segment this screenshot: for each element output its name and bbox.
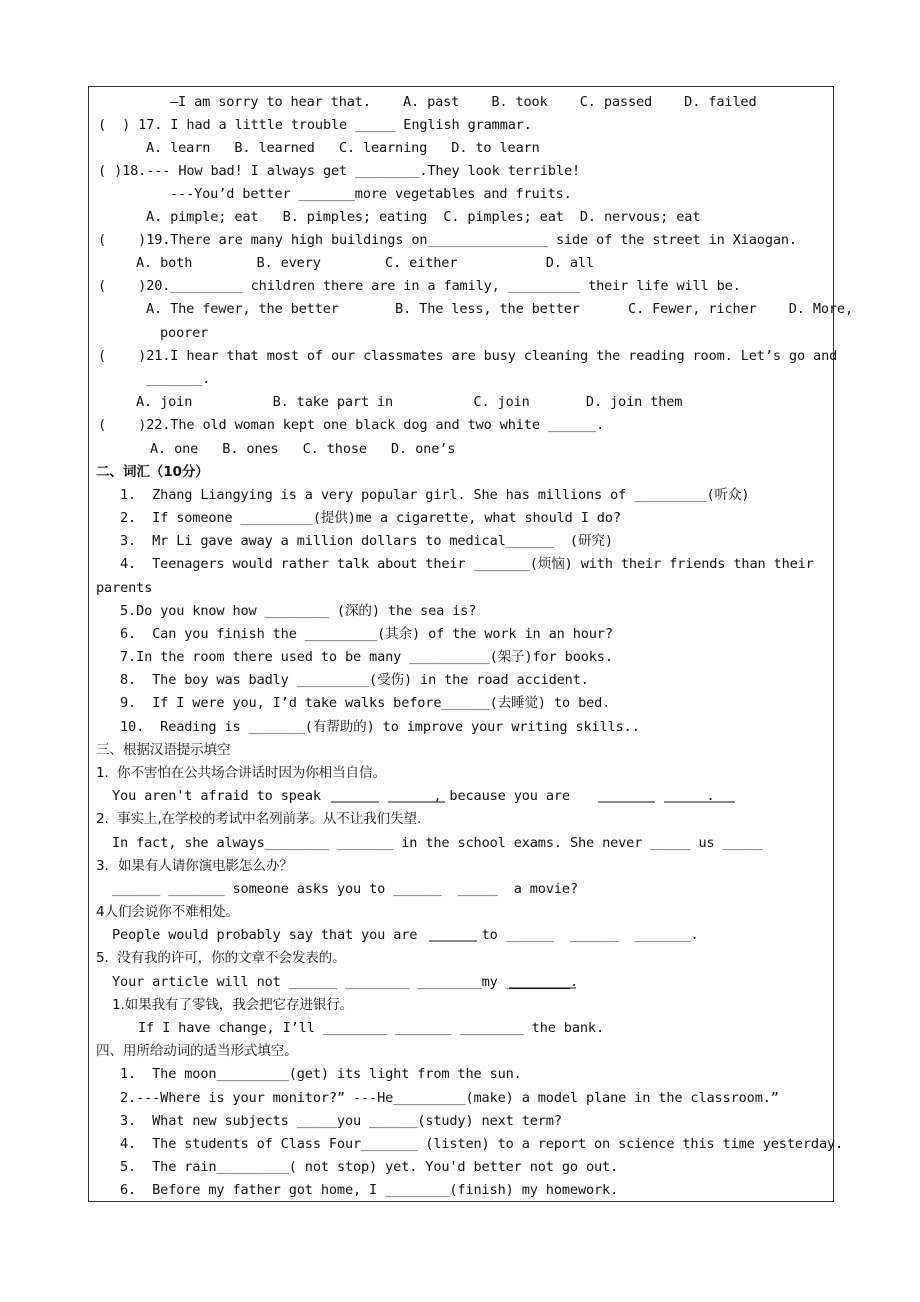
q18-stem: ( )18.--- How bad! I always get ________.They look terrible!: [98, 163, 581, 179]
q19-stem: ( )19.There are many high buildings on_______________ side of the street in Xiaogan.: [98, 232, 797, 248]
vocab-q1: 1. Zhang Liangying is a very popular girl. She has millions of _________(听众): [120, 487, 750, 503]
trans-q4-english: People would probably say that you are to ______ ______ _______.: [112, 927, 699, 943]
vocab-q6: 6. Can you finish the _________(其余) of the work in an hour?: [120, 626, 613, 642]
verb-q6: 6. Before my father got home, I ________(finish) my homework.: [120, 1182, 619, 1198]
trans-q3-chinese: 3．如果有人请你演电影怎么办？: [96, 858, 293, 874]
q21-stem-cont: _______.: [146, 371, 211, 387]
q21-stem: ( )21.I hear that most of our classmates are busy cleaning the reading room. Let’s go and: [98, 348, 838, 364]
vocab-q10: 10. Reading is _______(有帮助的) to improve your writing skills..: [120, 719, 640, 735]
verb-q1: 1. The moon_________(get) its light from the sun.: [120, 1066, 522, 1082]
section-translation-heading: 三、根据汉语提示填空: [96, 742, 231, 758]
verb-q5: 5. The rain_________( not stop) yet. You'd better not go out.: [120, 1159, 619, 1175]
vocab-q3: 3. Mr Li gave away a million dollars to medical______ (研究): [120, 533, 613, 549]
trans-q4-chinese: 4人们会说你不难相处。: [96, 904, 239, 920]
trans-q1-chinese: 1. 你不害怕在公共场合讲话时因为你相当自信。: [96, 765, 386, 781]
trans-q5-chinese: 5. 没有我的许可，你的文章不会发表的。: [96, 950, 346, 966]
trans-q5-english: Your article will not ______ ________ ________my ________.: [112, 974, 578, 990]
trans-q6-chinese: 1.如果我有了零钱，我会把它存进银行。: [112, 997, 354, 1013]
q20-stem: ( )20._________ children there are in a family, _________ their life will be.: [98, 278, 741, 294]
q22-options: A. one B. ones C. those D. one’s: [150, 441, 456, 457]
q20-options-cont: poorer: [160, 325, 209, 341]
vocab-q4: 4. Teenagers would rather talk about their _______(烦恼) with their friends than their: [120, 556, 814, 572]
trans-q3-english: ______ _______ someone asks you to ______ _____ a movie?: [112, 881, 578, 897]
trans-q6-english: If I have change, I’ll ________ _______ ________ the bank.: [138, 1020, 604, 1036]
q20-options: A. The fewer, the better B. The less, the better C. Fewer, richer D. More,: [146, 301, 854, 317]
trans-q1-english: You aren't afraid to speak , because you are .: [112, 788, 715, 804]
q17-stem: ( ) 17. I had a little trouble _____ English grammar.: [98, 117, 532, 133]
vocab-q9: 9. If I were you, I’d take walks before______(去睡觉) to bed.: [120, 695, 611, 711]
q17-options: A. learn B. learned C. learning D. to learn: [146, 140, 540, 156]
section-vocabulary-heading: 二、词汇（10分）: [96, 464, 209, 480]
vocab-q5: 5.Do you know how ________ (深的) the sea is?: [120, 603, 477, 619]
q18-options: A. pimple; eat B. pimples; eating C. pimples; eat D. nervous; eat: [146, 209, 701, 225]
q19-options: A. both B. every C. either D. all: [136, 255, 594, 271]
trans-q2-english: In fact, she always________ _______ in the school exams. She never _____ us _____: [112, 835, 763, 851]
vocab-q7: 7.In the room there used to be many __________(架子)for books.: [120, 649, 613, 665]
section-verb-forms-heading: 四、用所给动词的适当形式填空。: [96, 1043, 298, 1059]
q22-stem: ( )22.The old woman kept one black dog and two white ______.: [98, 417, 605, 433]
verb-q4: 4. The students of Class Four_______ (listen) to a report on science this time yesterday.: [120, 1136, 844, 1152]
trans-q2-chinese: 2. 事实上,在学校的考试中名列前茅。从不让我们失望.: [96, 811, 422, 827]
verb-q3: 3. What new subjects _____you ______(study) next term?: [120, 1113, 562, 1129]
q18-reply: ---You’d better _______more vegetables and fruits.: [170, 186, 572, 202]
q21-options: A. join B. take part in C. join D. join them: [136, 394, 683, 410]
verb-q2: 2.---Where is your monitor?” ---He_________(make) a model plane in the classroom.”: [120, 1090, 779, 1106]
vocab-q8: 8. The boy was badly _________(受伤) in the road accident.: [120, 672, 589, 688]
vocab-q4-cont: parents: [96, 580, 153, 596]
vocab-q2: 2. If someone _________(提供)me a cigarette, what should I do?: [120, 510, 621, 526]
q16-options: —I am sorry to hear that. A. past B. took C. passed D. failed: [170, 94, 757, 110]
